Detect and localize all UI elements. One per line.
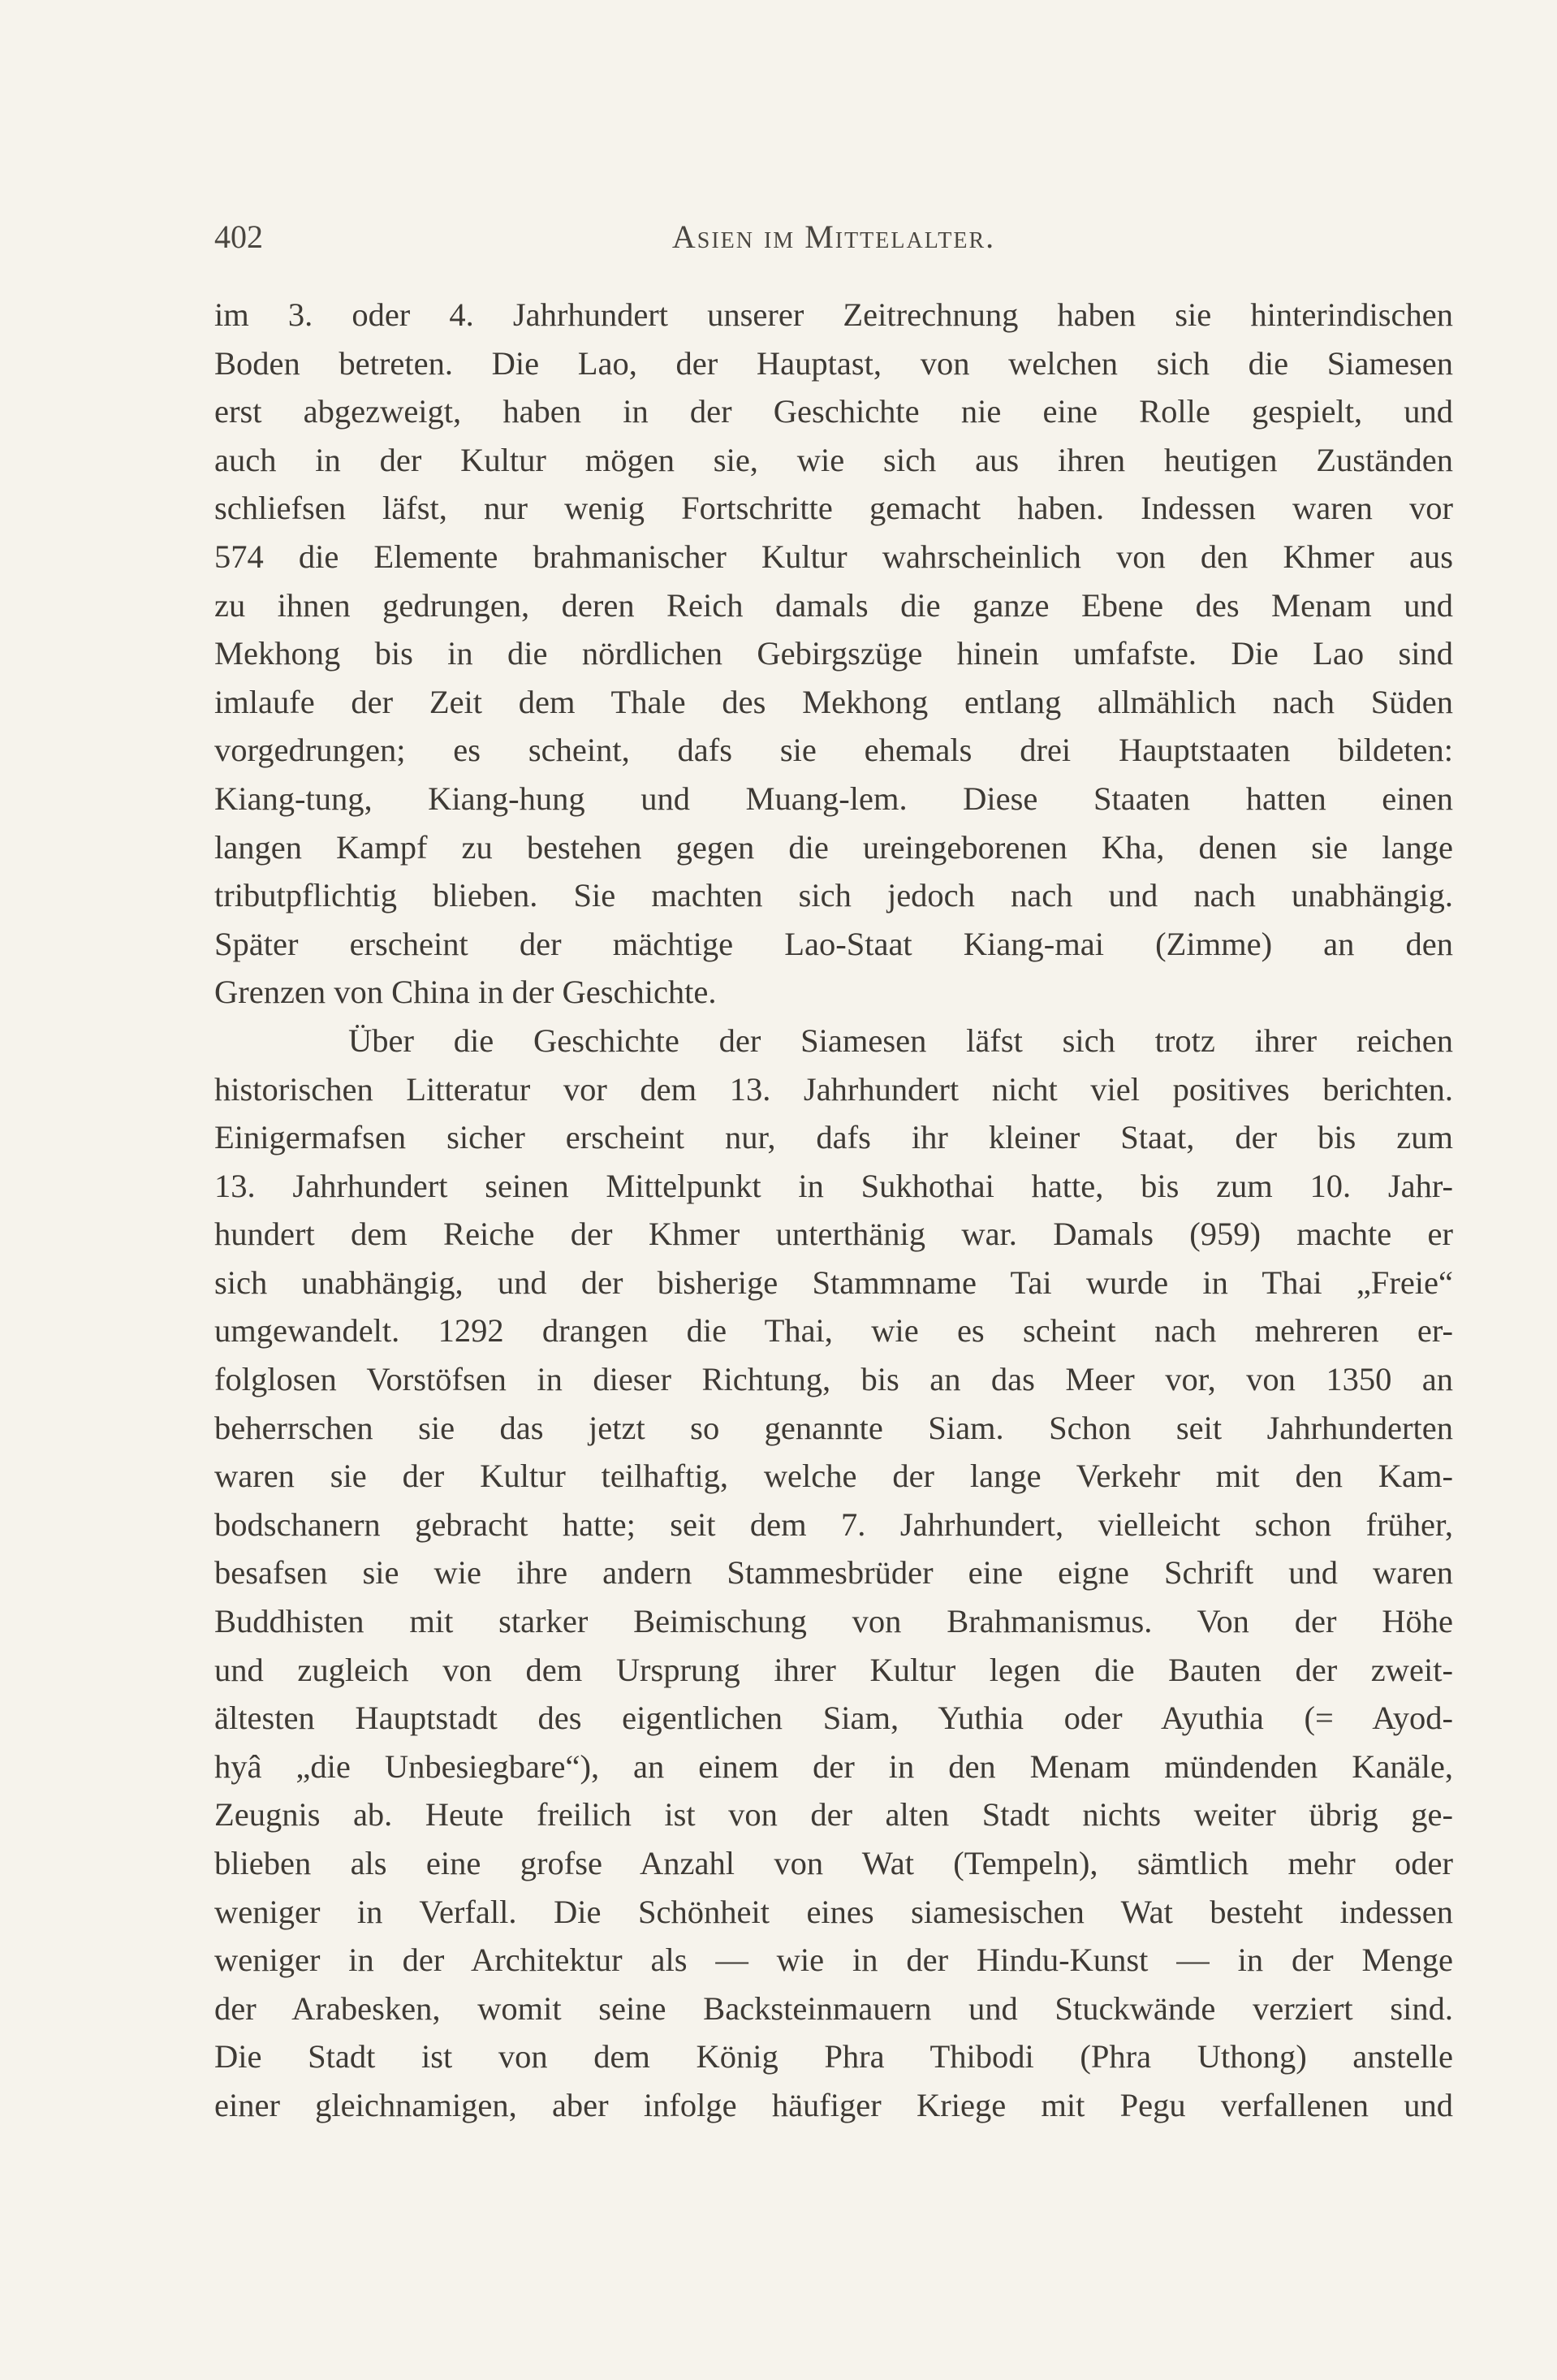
text-line: waren sie der Kultur teilhaftig, welche der lange Verkehr mit den Kam- (214, 1458, 1453, 1495)
text-line: erst abgezweigt, haben in der Geschichte nie eine Rolle gespielt, und (214, 393, 1453, 430)
text-line: historischen Litteratur vor dem 13. Jahrhundert nicht viel positives berichten. (214, 1070, 1453, 1108)
body-text (214, 291, 1453, 2130)
text-line: vorgedrungen; es scheint, dafs sie ehemals drei Hauptstaaten bildeten: (214, 732, 1453, 769)
page-number: 402 (214, 218, 263, 255)
text-line: ältesten Hauptstadt des eigentlichen Siam, Yuthia oder Ayuthia (= Ayod- (214, 1700, 1453, 1737)
text-line: weniger in der Architektur als — wie in der Hindu-Kunst — in der Menge (214, 1942, 1453, 1979)
text-line: zu ihnen gedrungen, deren Reich damals die ganze Ebene des Menam und (214, 586, 1453, 624)
text-line: 574 die Elemente brahmanischer Kultur wahrscheinlich von den Khmer aus (214, 538, 1453, 575)
text-line: schliefsen läfst, nur wenig Fortschritte gemacht haben. Indessen waren vor (214, 490, 1453, 527)
text-line: blieben als eine grofse Anzahl von Wat (Tempeln), sämtlich mehr oder (214, 1845, 1453, 1881)
text-line: Boden betreten. Die Lao, der Hauptast, von welchen sich die Siamesen (214, 344, 1453, 382)
text-line: im 3. oder 4. Jahrhundert unserer Zeitrechnung haben sie hinterindischen (214, 296, 1453, 333)
text-line: und zugleich von dem Ursprung ihrer Kultur legen die Bauten der zweit- (214, 1651, 1453, 1688)
text-line: einer gleichnamigen, aber infolge häufiger Kriege mit Pegu verfallenen und (214, 2086, 1453, 2123)
text-line: auch in der Kultur mögen sie, wie sich aus ihren heutigen Zuständen (214, 441, 1453, 478)
text-line: Einigermafsen sicher erscheint nur, dafs ihr kleiner Staat, der bis zum (214, 1119, 1453, 1156)
text-line: langen Kampf zu bestehen gegen die ureingeborenen Kha, denen sie lange (214, 828, 1453, 866)
text-line: Mekhong bis in die nördlichen Gebirgszüge hinein umfafste. Die Lao sind (214, 635, 1453, 672)
running-title: Asien im Mittelalter. (671, 218, 996, 255)
text-line: Später erscheint der mächtige Lao-Staat Kiang-mai (Zimme) an den (214, 925, 1453, 962)
text-line: tributpflichtig blieben. Sie machten sich jedoch nach und nach unabhängig. (214, 877, 1453, 914)
text-line: Buddhisten mit starker Beimischung von Brahmanismus. Von der Höhe (214, 1603, 1453, 1640)
text-line: hundert dem Reiche der Khmer unterthänig war. Damals (959) machte er (214, 1216, 1453, 1253)
text-line: 13. Jahrhundert seinen Mittelpunkt in Sukhothai hatte, bis zum 10. Jahr- (214, 1167, 1453, 1204)
text-line: hyâ „die Unbesiegbare“), an einem der in den Menam mündenden Kanäle, (214, 1747, 1453, 1785)
text-line: imlaufe der Zeit dem Thale des Mekhong entlang allmählich nach Süden (214, 683, 1453, 720)
text-line: Kiang-tung, Kiang-hung und Muang-lem. Diese Staaten hatten einen (214, 780, 1453, 817)
text-line: beherrschen sie das jetzt so genannte Siam. Schon seit Jahrhunderten (214, 1409, 1453, 1446)
text-line: umgewandelt. 1292 drangen die Thai, wie es scheint nach mehreren er- (214, 1312, 1453, 1350)
text-line: besafsen sie wie ihre andern Stammesbrüder eine eigne Schrift und waren (214, 1554, 1453, 1592)
text-line: bodschanern gebracht hatte; seit dem 7. Jahrhundert, vielleicht schon früher, (214, 1505, 1453, 1543)
text-line: Grenzen von China in der Geschichte. (214, 974, 717, 1011)
text-line: der Arabesken, womit seine Backsteinmauern und Stuckwände verziert sind. (214, 1989, 1453, 2027)
text-line: folglosen Vorstöfsen in dieser Richtung, bis an das Meer vor, von 1350 an (214, 1361, 1453, 1398)
text-line: Die Stadt ist von dem König Phra Thibodi (Phra Uthong) anstelle (214, 2038, 1453, 2075)
text-line: sich unabhängig, und der bisherige Stammname Tai wurde in Thai „Freie“ (214, 1263, 1453, 1301)
page-header (214, 218, 1453, 266)
text-line: Zeugnis ab. Heute freilich ist von der alten Stadt nichts weiter übrig ge- (214, 1796, 1453, 1834)
text-line: Über die Geschichte der Siamesen läfst sich trotz ihrer reichen (348, 1022, 1453, 1059)
text-line: weniger in Verfall. Die Schönheit eines siamesischen Wat besteht indessen (214, 1893, 1453, 1930)
